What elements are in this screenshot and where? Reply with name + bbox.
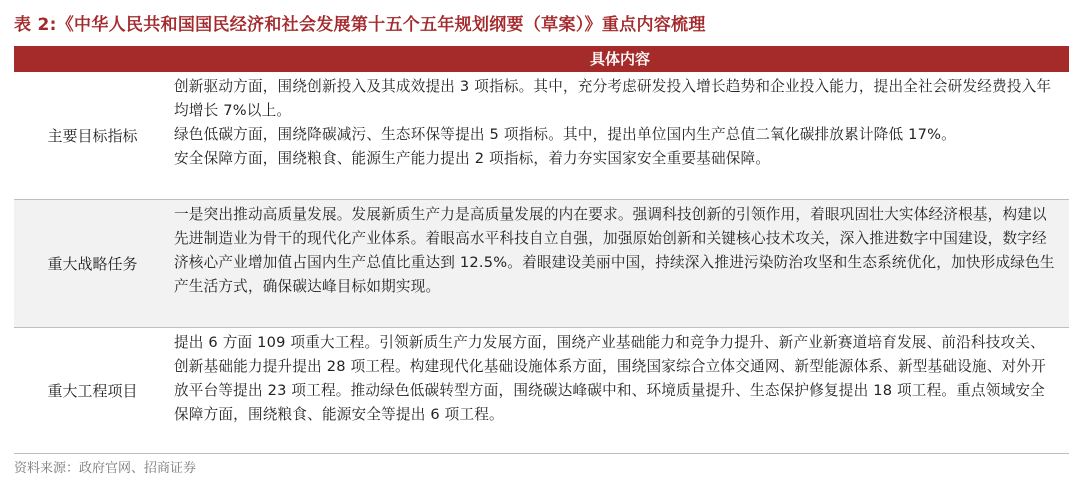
content-paragraph: 创新驱动方面，围绕创新投入及其成效提出 3 项指标。其中，充分考虑研发投入增长趋势和企业投入能力，提出全社会研发经费投入年均增长 7%以上。	[174, 78, 1052, 119]
table-row	[14, 200, 1069, 328]
row-content	[171, 328, 1069, 453]
table-row	[14, 328, 1069, 454]
source-note: 资料来源：政府官网、招商证券	[14, 461, 197, 476]
row-content	[171, 72, 1069, 199]
content-paragraph: 绿色低碳方面，围绕降碳减污、生态环保等提出 5 项指标。其中，提出单位国内生产总值二氧化碳排放累计降低 17%。	[174, 126, 956, 143]
table-row	[14, 72, 1069, 200]
row-category: 主要目标指标	[47, 127, 138, 145]
row-category: 重大战略任务	[47, 255, 138, 273]
content-paragraph: 一是突出推动高质量发展。发展新质生产力是高质量发展的内在要求。强调科技创新的引领作用，着眼巩固壮大实体经济根基，构建以先进制造业为骨干的现代化产业体系。着眼高水平科技自立自强，加强原始创新和关键核心技术攻关，深入推进数字中国建设，数字经济核心产业增加值占国内生产总值比重达到 12.5%。着眼建设美丽中国，持续深入推进污染防治攻坚和生态系统优化，加快形成绿色生产生活方式，确保碳达峰目标如期实现。	[174, 206, 1055, 295]
table-header	[14, 46, 1069, 72]
content-paragraph: 安全保障方面，围绕粮食、能源生产能力提出 2 项指标，着力夯实国家安全重要基础保障。	[174, 150, 771, 167]
row-content	[171, 200, 1069, 327]
content-paragraph: 提出 6 方面 109 项重大工程。引领新质生产力发展方面，围绕产业基础能力和竞争力提升、新产业新赛道培育发展、前沿科技攻关、创新基础能力提升提出 28 项工程。构建现代化基础设施体系方面，围绕国家综合立体交通网、新型能源体系、新型基础设施、对外开放平台等提出 23 项工程。推动绿色低碳转型方面，围绕碳达峰碳中和、环境质量提升、生态保护修复提出 18 项工程。重点领域安全保障方面，围绕粮食、能源安全等提出 6 项工程。	[174, 334, 1046, 423]
key-content-table	[14, 46, 1069, 454]
header-category-cell	[14, 46, 171, 72]
table-title: 表 2:《中华人民共和国国民经济和社会发展第十五个五年规划纲要（草案）》重点内容梳理	[14, 15, 706, 35]
header-content-label: 具体内容	[589, 50, 650, 68]
row-category: 重大工程项目	[47, 382, 138, 400]
